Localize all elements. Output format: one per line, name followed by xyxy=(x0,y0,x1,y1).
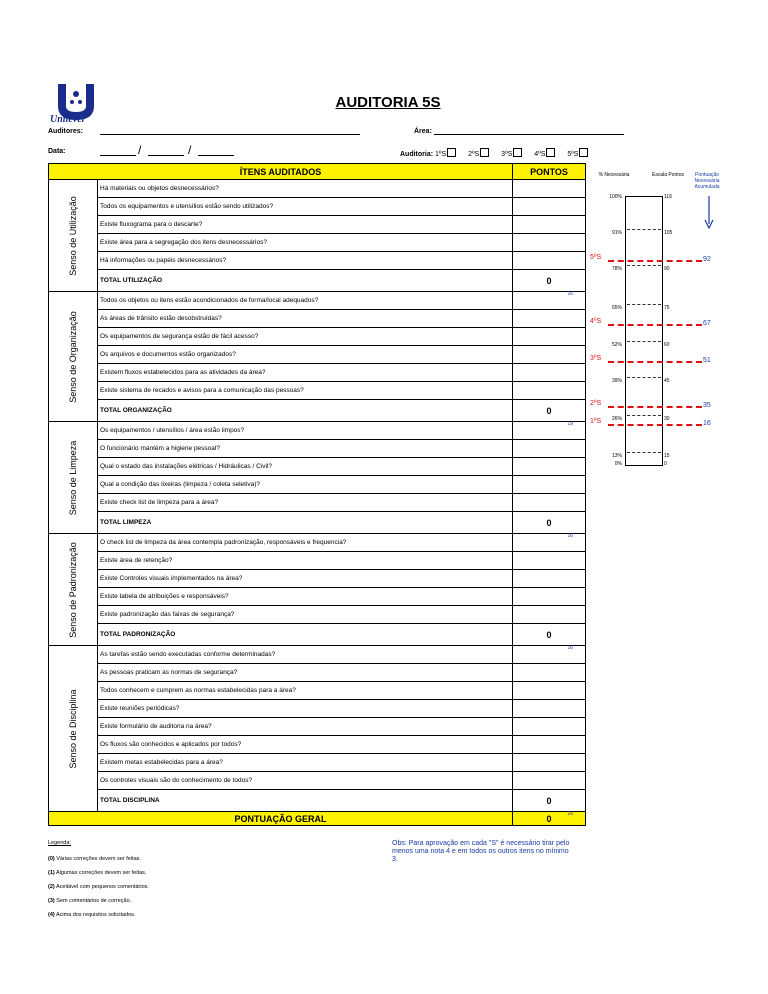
threshold-value: 67 xyxy=(703,320,711,327)
threshold-value: 16 xyxy=(703,420,711,427)
points-input-cell[interactable] xyxy=(513,476,586,494)
max-points: 16 xyxy=(567,645,573,651)
table-row xyxy=(49,736,586,754)
legend-entry: (3) Sem comentários de correção. xyxy=(48,898,132,904)
auditoria-option-2[interactable]: 2ºS xyxy=(468,151,489,158)
threshold-label: 4ºS xyxy=(590,318,602,325)
table-row xyxy=(49,216,586,234)
total-number: 0 xyxy=(546,795,552,806)
threshold-line xyxy=(608,406,702,408)
table-row xyxy=(49,458,586,476)
scale-gridline xyxy=(627,452,661,453)
checkbox[interactable] xyxy=(513,148,522,157)
points-input-cell[interactable] xyxy=(513,736,586,754)
audit-item: Os controles visuais são do conhecimento de todos? xyxy=(98,772,513,790)
points-input-cell[interactable] xyxy=(513,382,586,400)
legend-title: Legenda: xyxy=(48,840,71,846)
area-field[interactable] xyxy=(434,134,624,135)
table-row xyxy=(49,700,586,718)
obs-note: Obs: Para aprovação em cada "S" é necessário tirar pelo menos uma nota 4 e em todos os outros itens no mínimo 3. xyxy=(392,840,570,863)
table-row xyxy=(49,198,586,216)
table-row xyxy=(49,346,586,364)
total-number: 0 xyxy=(546,629,552,640)
percent-tick: 91% xyxy=(611,230,622,236)
table-row xyxy=(49,494,586,512)
scale-tick: 15 xyxy=(664,453,670,459)
table-row xyxy=(49,588,586,606)
audit-item: Existem metas estabelecidas para a área? xyxy=(98,754,513,772)
down-arrow-icon xyxy=(703,196,715,230)
table-row xyxy=(49,664,586,682)
audit-item: Existe padronização das faixas de segurança? xyxy=(98,606,513,624)
table-row xyxy=(49,440,586,458)
scale-tick: 116 xyxy=(664,194,672,200)
general-value: 0 xyxy=(513,812,586,826)
table-row xyxy=(49,252,586,270)
chart-col-percent: % Necessária xyxy=(598,172,630,178)
table-row xyxy=(49,534,586,552)
audit-item: As áreas de trânsito estão desobstruídas? xyxy=(98,310,513,328)
table-row xyxy=(49,754,586,772)
section-label: Senso de Utilização xyxy=(68,195,78,276)
total-label: TOTAL UTILIZAÇÃO xyxy=(98,270,513,292)
threshold-label: 3ºS xyxy=(590,355,602,362)
section-label: Senso de Disciplina xyxy=(68,688,78,769)
audit-item: Existe área de retenção? xyxy=(98,552,513,570)
table-row xyxy=(49,772,586,790)
threshold-value: 51 xyxy=(703,357,711,364)
threshold-value: 92 xyxy=(703,256,711,263)
points-input-cell[interactable] xyxy=(513,422,586,440)
auditoria-option-4[interactable]: 4ºS xyxy=(534,151,555,158)
total-value xyxy=(513,400,586,427)
total-number: 0 xyxy=(546,275,552,286)
points-input-cell[interactable] xyxy=(513,718,586,736)
scale-gridline xyxy=(627,265,661,266)
audit-item: Qual a condição das lixeiras (limpeza / coleta seletiva)? xyxy=(98,476,513,494)
points-input-cell[interactable] xyxy=(513,252,586,270)
audit-item: Existe área para a segregação dos itens desnecessários? xyxy=(98,234,513,252)
table-row xyxy=(49,476,586,494)
auditoria-option-1[interactable]: 1ºS xyxy=(435,151,456,158)
points-header: PONTOS xyxy=(513,164,586,180)
threshold-label: 2ºS xyxy=(590,400,602,407)
total-number: 0 xyxy=(546,517,552,528)
total-label: TOTAL PADRONIZAÇÃO xyxy=(98,624,513,646)
section-label: Senso de Organização xyxy=(68,310,78,403)
percent-tick: 52% xyxy=(611,342,622,348)
threshold-line xyxy=(608,324,702,326)
points-input-cell[interactable] xyxy=(513,216,586,234)
threshold-line xyxy=(608,361,702,363)
points-input-cell[interactable] xyxy=(513,234,586,252)
audit-item: Os equipamentos / utensílios / área estão limpos? xyxy=(98,422,513,440)
points-input-cell[interactable] xyxy=(513,198,586,216)
scale-tick: 60 xyxy=(664,342,670,348)
general-row xyxy=(49,812,586,826)
chart-col-scale: Escala Pontos xyxy=(652,172,684,178)
legend-entry: (2) Aceitável com pequenos comentários. xyxy=(48,884,149,890)
audit-item: Todos os objetos ou itens estão acondicionados de forma/local adequados? xyxy=(98,292,513,310)
table-row xyxy=(49,328,586,346)
section-cell xyxy=(49,534,98,646)
points-input-cell[interactable] xyxy=(513,646,586,664)
audit-item: Existe reuniões periódicas? xyxy=(98,700,513,718)
threshold-label: 5ºS xyxy=(590,254,602,261)
total-label: TOTAL ORGANIZAÇÃO xyxy=(98,400,513,422)
max-points: 16 xyxy=(567,533,573,539)
section-cell xyxy=(49,646,98,812)
checkbox[interactable] xyxy=(480,148,489,157)
page-title: AUDITORIA 5S xyxy=(335,94,441,111)
auditoria-label: Auditoria: xyxy=(400,151,434,158)
section-cell xyxy=(49,422,98,534)
percent-tick: 13% xyxy=(611,453,622,459)
percent-tick: 78% xyxy=(611,266,622,272)
percent-tick: 0% xyxy=(614,461,622,467)
threshold-line xyxy=(608,260,702,262)
points-input-cell[interactable] xyxy=(513,664,586,682)
date-separator: / xyxy=(188,143,192,157)
section-label: Senso de Limpeza xyxy=(68,440,78,515)
total-row xyxy=(49,400,586,422)
auditores-label: Auditores: xyxy=(48,128,83,135)
auditoria-options xyxy=(400,148,598,158)
audit-item: Os equipamentos de segurança estão de fácil acesso? xyxy=(98,328,513,346)
scale-gridline xyxy=(627,341,661,342)
date-month-field[interactable] xyxy=(148,155,184,156)
threshold-label: 1ºS xyxy=(590,418,602,425)
audit-item: As pessoas praticam as normas de segurança? xyxy=(98,664,513,682)
audit-item: Há materiais ou objetos desnecessários? xyxy=(98,180,513,198)
table-row xyxy=(49,422,586,440)
total-row xyxy=(49,512,586,534)
total-row xyxy=(49,790,586,812)
threshold-line xyxy=(608,424,702,426)
audit-item: Os fluxos são conhecidos e aplicados por todos? xyxy=(98,736,513,754)
scale-tick: 45 xyxy=(664,378,670,384)
table-row xyxy=(49,310,586,328)
total-value xyxy=(513,624,586,651)
legend-entry: (4) Acima dos requisitos solicitados. xyxy=(48,912,136,918)
audit-item: Existe sistema de recados e avisos para a comunicação das pessoas? xyxy=(98,382,513,400)
table-row xyxy=(49,292,586,310)
percent-tick: 39% xyxy=(611,378,622,384)
data-label: Data: xyxy=(48,148,66,155)
percent-tick: 100% xyxy=(609,194,622,200)
scale-tick: 75 xyxy=(664,305,670,311)
points-input-cell[interactable] xyxy=(513,534,586,552)
audit-item: Existe formulário de auditoria na área? xyxy=(98,718,513,736)
audit-table xyxy=(48,163,586,826)
items-header: ÍTENS AUDITADOS xyxy=(49,164,513,180)
checkbox[interactable] xyxy=(579,148,588,157)
table-row xyxy=(49,682,586,700)
checkbox[interactable] xyxy=(546,148,555,157)
checkbox[interactable] xyxy=(447,148,456,157)
total-value xyxy=(513,790,586,817)
date-day-field[interactable] xyxy=(100,155,136,156)
scale-gridline xyxy=(627,415,661,416)
points-input-cell[interactable] xyxy=(513,328,586,346)
audit-item: O check list de limpeza da área contempla padronização, responsáveis e frequencia? xyxy=(98,534,513,552)
percent-tick: 26% xyxy=(611,416,622,422)
audit-item: Os arquivos e documentos estão organizados? xyxy=(98,346,513,364)
max-points: 16 xyxy=(567,291,573,297)
points-input-cell[interactable] xyxy=(513,700,586,718)
section-cell xyxy=(49,292,98,422)
chart-col-accum: Pontuação Necessária Acumulada xyxy=(694,172,720,190)
area-label: Área: xyxy=(414,128,432,135)
points-input-cell[interactable] xyxy=(513,364,586,382)
general-label: PONTUAÇÃO GERAL xyxy=(49,812,513,826)
audit-item: Existe fluxograma para o descarte? xyxy=(98,216,513,234)
audit-item: Existe Controles visuais implementados na área? xyxy=(98,570,513,588)
logo-text: Unilever xyxy=(50,114,86,125)
total-row xyxy=(49,270,586,292)
total-value xyxy=(513,270,586,297)
points-input-cell[interactable] xyxy=(513,180,586,198)
audit-item: Qual o estado das instalações elétricas / Hidráulicas / Civil? xyxy=(98,458,513,476)
points-input-cell[interactable] xyxy=(513,606,586,624)
points-input-cell[interactable] xyxy=(513,552,586,570)
audit-item: O funcionário mantém a higiene pessoal? xyxy=(98,440,513,458)
audit-item: Há informações ou papéis desnecessários? xyxy=(98,252,513,270)
audit-item: Existe tabela de atribuições e responsáveis? xyxy=(98,588,513,606)
scale-tick: 0 xyxy=(664,461,667,467)
audit-item: As tarefas estão sendo executadas conforme determinadas? xyxy=(98,646,513,664)
scale-gridline xyxy=(627,377,661,378)
total-row xyxy=(49,624,586,646)
scale-tick: 90 xyxy=(664,266,670,272)
table-row xyxy=(49,234,586,252)
section-cell xyxy=(49,180,98,292)
points-input-cell[interactable] xyxy=(513,588,586,606)
total-label: TOTAL DISCIPLINA xyxy=(98,790,513,812)
scale-tick: 30 xyxy=(664,416,670,422)
table-row xyxy=(49,552,586,570)
threshold-value: 35 xyxy=(703,402,711,409)
scale-gridline xyxy=(627,304,661,305)
points-input-cell[interactable] xyxy=(513,310,586,328)
table-row xyxy=(49,382,586,400)
table-row xyxy=(49,180,586,198)
scale-gridline xyxy=(627,229,661,230)
table-row xyxy=(49,364,586,382)
max-points: 25 xyxy=(567,811,573,817)
table-row xyxy=(49,570,586,588)
audit-item: Todos conhecem e cumprem as normas estabelecidas para a área? xyxy=(98,682,513,700)
points-input-cell[interactable] xyxy=(513,682,586,700)
audit-item: Existem fluxos estabelecidos para as atividades da área? xyxy=(98,364,513,382)
legend-entry: (1) Algumas correções devem ser feitas. xyxy=(48,870,147,876)
points-input-cell[interactable] xyxy=(513,570,586,588)
scale-tick: 105 xyxy=(664,230,673,236)
auditoria-option-3[interactable]: 3ºS xyxy=(501,151,522,158)
points-input-cell[interactable] xyxy=(513,292,586,310)
auditoria-option-5[interactable]: 5ºS xyxy=(567,151,588,158)
max-points: 19 xyxy=(567,421,573,427)
section-label: Senso de Padronização xyxy=(68,541,78,638)
date-year-field[interactable] xyxy=(198,155,234,156)
total-number: 0 xyxy=(546,405,552,416)
total-value xyxy=(513,512,586,539)
table-row xyxy=(49,646,586,664)
date-separator: / xyxy=(138,143,142,157)
table-row xyxy=(49,718,586,736)
points-input-cell[interactable] xyxy=(513,772,586,790)
points-input-cell[interactable] xyxy=(513,494,586,512)
points-input-cell[interactable] xyxy=(513,458,586,476)
percent-tick: 65% xyxy=(611,305,622,311)
total-label: TOTAL LIMPEZA xyxy=(98,512,513,534)
legend-entry: (0) Várias correções devem ser feitas. xyxy=(48,856,141,862)
points-input-cell[interactable] xyxy=(513,346,586,364)
points-input-cell[interactable] xyxy=(513,440,586,458)
points-input-cell[interactable] xyxy=(513,754,586,772)
table-row xyxy=(49,606,586,624)
auditores-field[interactable] xyxy=(100,134,360,135)
audit-item: Todos os equipamentos e utensílios estão sendo utilizados? xyxy=(98,198,513,216)
audit-item: Existe check list de limpeza para a área? xyxy=(98,494,513,512)
